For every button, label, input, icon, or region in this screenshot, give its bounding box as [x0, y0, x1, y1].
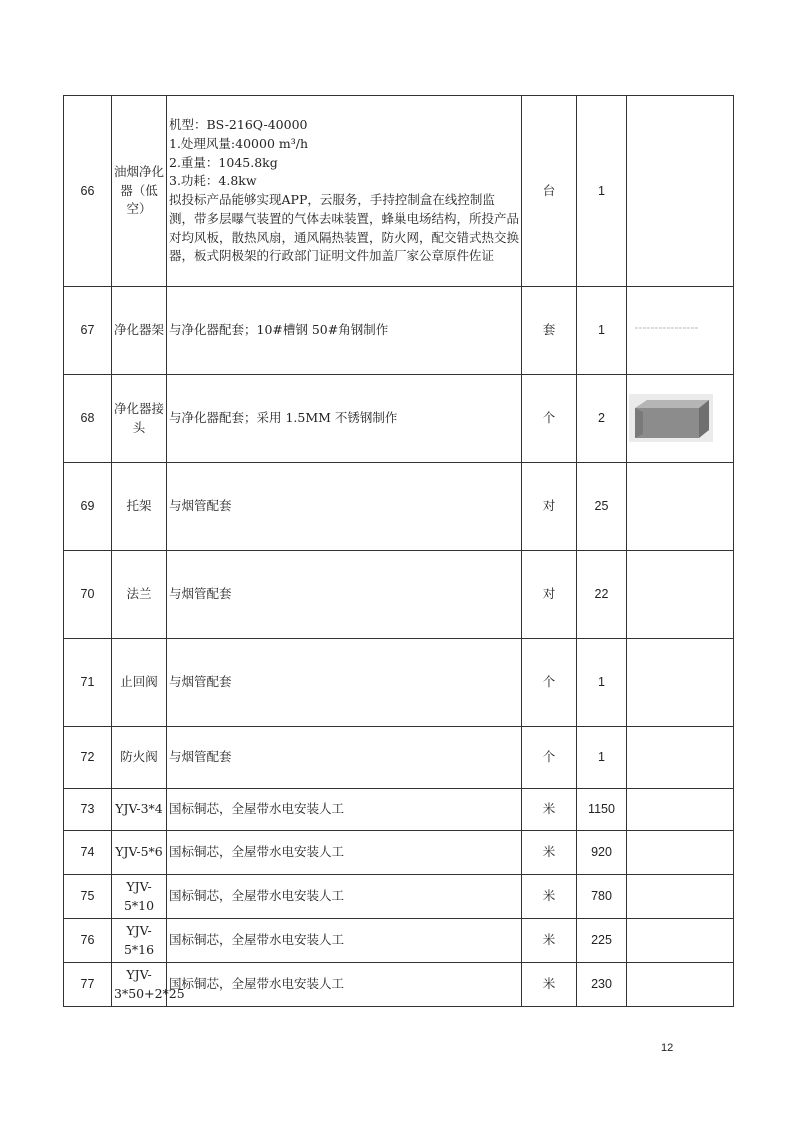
row-number: 76	[64, 919, 112, 963]
item-image-cell	[627, 96, 734, 287]
row-number: 70	[64, 551, 112, 639]
item-image-cell	[627, 375, 734, 463]
item-quantity: 22	[577, 551, 627, 639]
item-name: YJV-3*50+2*25	[112, 963, 167, 1007]
item-image-cell	[627, 831, 734, 875]
item-image-cell	[627, 727, 734, 789]
item-name: 托架	[112, 463, 167, 551]
table-row	[64, 551, 734, 639]
item-image-cell	[627, 639, 734, 727]
table-row	[64, 639, 734, 727]
item-image-cell	[627, 789, 734, 831]
item-description: 与净化器配套；10#槽钢 50#角钢制作	[167, 287, 522, 375]
item-quantity: 1	[577, 96, 627, 287]
item-description: 与烟管配套	[167, 639, 522, 727]
item-unit: 个	[522, 639, 577, 727]
desc-line: 1.处理风量:40000 m³/h	[169, 135, 309, 151]
item-unit: 米	[522, 963, 577, 1007]
frame-thumbnail-image	[635, 327, 699, 329]
item-quantity: 780	[577, 875, 627, 919]
table-row	[64, 287, 734, 375]
item-name: 油烟净化器（低空）	[112, 96, 167, 287]
item-unit: 对	[522, 551, 577, 639]
table-row	[64, 789, 734, 831]
row-number: 67	[64, 287, 112, 375]
table-row	[64, 463, 734, 551]
item-name: YJV-5*16	[112, 919, 167, 963]
item-unit: 米	[522, 875, 577, 919]
item-description: 与烟管配套	[167, 727, 522, 789]
item-image-cell	[627, 551, 734, 639]
item-unit: 米	[522, 789, 577, 831]
desc-line: 机型：BS-216Q-40000	[169, 117, 308, 132]
item-image-cell	[627, 463, 734, 551]
table-row	[64, 96, 734, 287]
table-row	[64, 727, 734, 789]
desc-line: 2.重量：1045.8kg	[169, 154, 278, 170]
table-row	[64, 963, 734, 1007]
row-number: 66	[64, 96, 112, 287]
item-quantity: 1	[577, 287, 627, 375]
row-number: 74	[64, 831, 112, 875]
item-unit: 个	[522, 375, 577, 463]
item-description: 国标铜芯，全屋带水电安装人工	[167, 919, 522, 963]
item-image-cell	[627, 287, 734, 375]
table-row	[64, 375, 734, 463]
item-unit: 米	[522, 919, 577, 963]
item-unit: 台	[522, 96, 577, 287]
table-row	[64, 831, 734, 875]
item-unit: 米	[522, 831, 577, 875]
item-description: 与烟管配套	[167, 463, 522, 551]
item-description: 与净化器配套；采用 1.5MM 不锈钢制作	[167, 375, 522, 463]
connector-product-image	[629, 394, 713, 442]
item-quantity: 2	[577, 375, 627, 463]
row-number: 72	[64, 727, 112, 789]
item-name: 法兰	[112, 551, 167, 639]
row-number: 73	[64, 789, 112, 831]
item-description: 国标铜芯，全屋带水电安装人工	[167, 831, 522, 875]
desc-line: 拟投标产品能够实现APP，云服务，手持控制盒在线控制监测，带多层曝气装置的气体去味装置，蜂巢电场结构，所投产品对均风板，散热风扇，通风隔热装置，防火网，配交错式热交换器，板式阴极架的行政部门证明文件加盖厂家公章原件佐证	[169, 192, 520, 264]
item-name: YJV-3*4	[112, 789, 167, 831]
item-name: 净化器接头	[112, 375, 167, 463]
row-number: 69	[64, 463, 112, 551]
item-quantity: 920	[577, 831, 627, 875]
item-name: YJV-5*6	[112, 831, 167, 875]
item-quantity: 1150	[577, 789, 627, 831]
item-quantity: 25	[577, 463, 627, 551]
item-description	[167, 96, 522, 287]
item-unit: 个	[522, 727, 577, 789]
item-description: 与烟管配套	[167, 551, 522, 639]
item-image-cell	[627, 919, 734, 963]
item-unit: 套	[522, 287, 577, 375]
item-quantity: 1	[577, 727, 627, 789]
row-number: 71	[64, 639, 112, 727]
item-quantity: 230	[577, 963, 627, 1007]
table-row	[64, 919, 734, 963]
item-description: 国标铜芯，全屋带水电安装人工	[167, 875, 522, 919]
item-unit: 对	[522, 463, 577, 551]
item-image-cell	[627, 875, 734, 919]
item-quantity: 1	[577, 639, 627, 727]
item-image-cell	[627, 963, 734, 1007]
item-description: 国标铜芯，全屋带水电安装人工	[167, 789, 522, 831]
item-quantity: 225	[577, 919, 627, 963]
item-description: 国标铜芯，全屋带水电安装人工	[167, 963, 522, 1007]
equipment-spec-table	[63, 95, 734, 1007]
table-row	[64, 875, 734, 919]
item-name: 止回阀	[112, 639, 167, 727]
row-number: 68	[64, 375, 112, 463]
page-number: 12	[661, 1042, 674, 1054]
row-number: 75	[64, 875, 112, 919]
item-name: 防火阀	[112, 727, 167, 789]
item-name: YJV-5*10	[112, 875, 167, 919]
row-number: 77	[64, 963, 112, 1007]
item-name: 净化器架	[112, 287, 167, 375]
desc-line: 3.功耗：4.8kw	[169, 173, 257, 189]
